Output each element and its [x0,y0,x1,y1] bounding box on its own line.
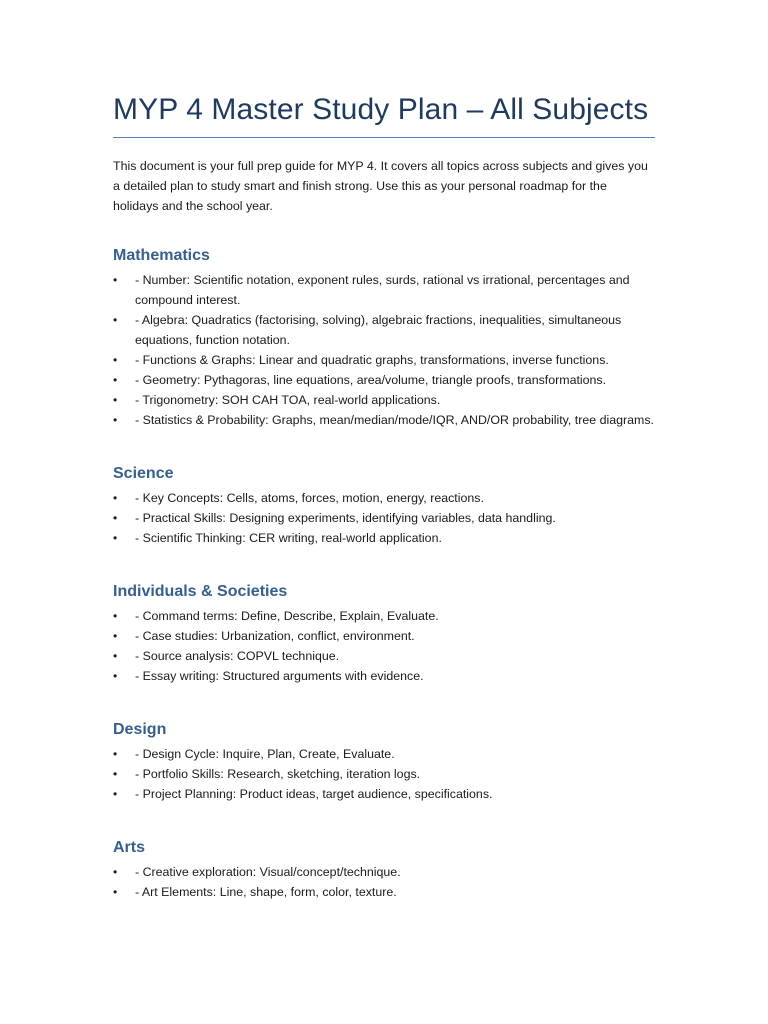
section-science [113,464,655,548]
bullet-icon: • [113,649,118,663]
list-item [113,606,655,626]
list-item [113,528,655,548]
list-item [113,882,655,902]
section-design [113,720,655,804]
list-item-text: - Command terms: Define, Describe, Explain, Evaluate. [135,609,439,623]
bullet-icon: • [113,767,118,781]
list-item-text: - Functions & Graphs: Linear and quadratic graphs, transformations, inverse functions. [135,353,609,367]
list-item-text: - Number: Scientific notation, exponent rules, surds, rational vs irrational, percentages and compound interest. [135,273,630,307]
bullet-list [113,606,655,686]
bullet-icon: • [113,531,118,545]
bullet-icon: • [113,511,118,525]
bullet-icon: • [113,629,118,643]
list-item [113,784,655,804]
section-heading: Mathematics [113,247,210,264]
list-item [113,370,655,390]
bullet-icon: • [113,885,118,899]
bullet-icon: • [113,413,118,427]
bullet-list [113,488,655,548]
list-item [113,666,655,686]
section-arts [113,838,655,902]
bullet-icon: • [113,865,118,879]
list-item [113,862,655,882]
list-item-text: - Scientific Thinking: CER writing, real-world application. [135,531,442,545]
list-item [113,488,655,508]
list-item-text: - Algebra: Quadratics (factorising, solving), algebraic fractions, inequalities, simultaneous equations, function notation. [135,313,622,347]
list-item [113,390,655,410]
section-heading: Design [113,721,167,738]
list-item-text: - Case studies: Urbanization, conflict, environment. [135,629,415,643]
bullet-icon: • [113,747,118,761]
list-item-text: - Creative exploration: Visual/concept/technique. [135,865,401,879]
bullet-icon: • [113,609,118,623]
list-item [113,764,655,784]
bullet-list [113,862,655,902]
list-item-text: - Key Concepts: Cells, atoms, forces, motion, energy, reactions. [135,491,484,505]
list-item-text: - Practical Skills: Designing experiments, identifying variables, data handling. [135,511,556,525]
intro-paragraph: This document is your full prep guide for MYP 4. It covers all topics across subjects and gives you a detailed plan to study smart and finish strong. Use this as your personal roadmap for the holidays and the school year. [113,159,648,213]
list-item [113,270,655,310]
bullet-list [113,744,655,804]
list-item [113,310,655,350]
list-item-text: - Art Elements: Line, shape, form, color, texture. [135,885,397,899]
section-mathematics [113,246,655,430]
bullet-icon: • [113,353,118,367]
bullet-list [113,270,655,430]
list-item-text: - Project Planning: Product ideas, target audience, specifications. [135,787,493,801]
list-item-text: - Trigonometry: SOH CAH TOA, real-world applications. [135,393,441,407]
bullet-icon: • [113,787,118,801]
section-individuals-societies [113,582,655,686]
bullet-icon: • [113,373,118,387]
list-item [113,744,655,764]
bullet-icon: • [113,491,118,505]
list-item [113,646,655,666]
document-page [113,92,655,902]
list-item-text: - Portfolio Skills: Research, sketching, iteration logs. [135,767,421,781]
list-item [113,626,655,646]
section-heading: Science [113,465,174,482]
bullet-icon: • [113,273,118,287]
section-heading: Arts [113,839,146,856]
list-item-text: - Essay writing: Structured arguments with evidence. [135,669,424,683]
list-item-text: - Statistics & Probability: Graphs, mean/median/mode/IQR, AND/OR probability, tree diagrams. [135,413,655,427]
bullet-icon: • [113,669,118,683]
bullet-icon: • [113,313,118,327]
list-item [113,508,655,528]
bullet-icon: • [113,393,118,407]
list-item-text: - Geometry: Pythagoras, line equations, area/volume, triangle proofs, transformations. [135,373,607,387]
list-item [113,410,655,430]
list-item-text: - Source analysis: COPVL technique. [135,649,340,663]
section-heading: Individuals & Societies [113,583,288,600]
list-item-text: - Design Cycle: Inquire, Plan, Create, Evaluate. [135,747,395,761]
page-title: MYP 4 Master Study Plan – All Subjects [113,92,655,138]
list-item [113,350,655,370]
